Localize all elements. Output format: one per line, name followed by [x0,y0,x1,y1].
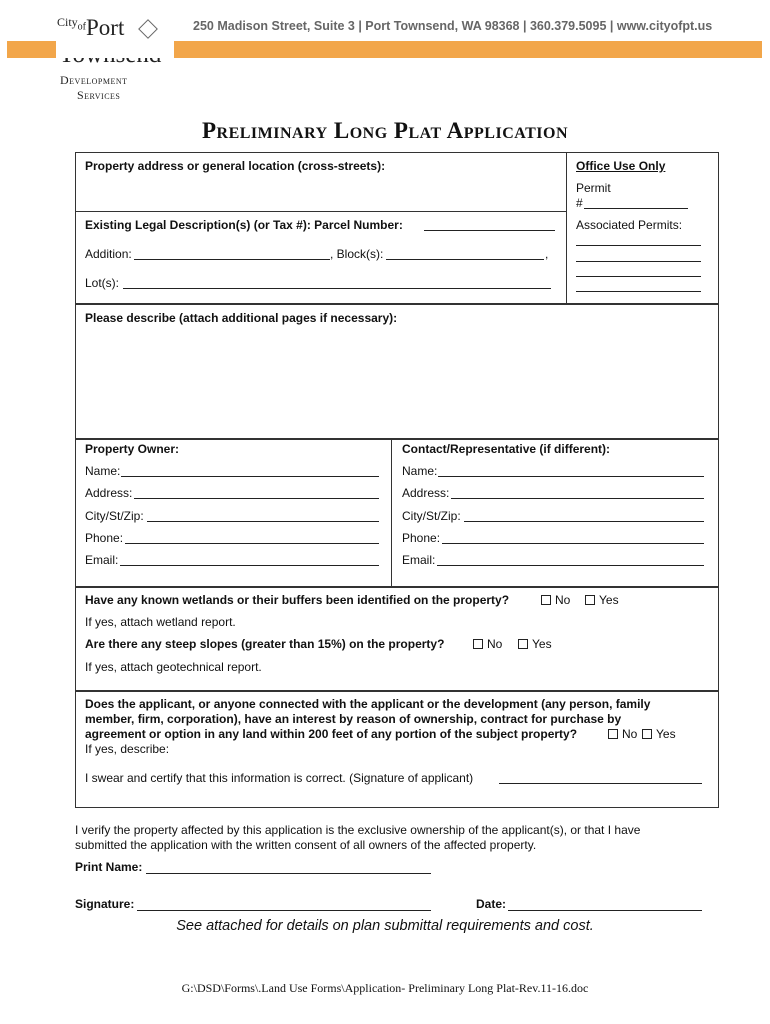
associated-permits-label: Associated Permits: [576,218,683,232]
applicant-signature-field[interactable] [499,783,702,784]
slopes-yes-option[interactable]: Yes [518,637,552,651]
header-accent-gap [56,41,174,58]
verify-text-line-2: submitted the application with the written consent of all owners of the affected property. [75,838,537,852]
associated-permit-field-1[interactable] [576,245,701,246]
checkbox-icon[interactable] [541,595,551,605]
logo-development-text: Development [60,73,128,87]
submittal-note: See attached for details on plan submittal requirements and cost. [176,918,594,934]
block-field[interactable] [386,259,544,260]
print-name-field[interactable] [146,873,431,874]
logo-services-text: Services [77,88,121,102]
contact-email-field[interactable] [437,565,704,566]
contact-email-label: Email: [402,553,436,567]
checkbox-icon[interactable] [608,729,618,739]
contact-name-field[interactable] [438,476,704,477]
header-address: 250 Madison Street, Suite 3 | Port Townsend, WA 98368 | 360.379.5095 | www.cityofpt.us [193,19,713,33]
logo-city-text: City$_{of}$ [57,15,87,33]
print-name-label: Print Name: [75,860,143,874]
property-address-label: Property address or general location (cross-streets): [85,159,386,173]
interest-question-line-1: Does the applicant, or anyone connected with the applicant or the development (any person, family [85,697,651,711]
permit-hash: # [576,196,583,210]
slopes-no-option[interactable]: No [473,637,502,651]
contact-phone-field[interactable] [442,543,704,544]
owner-address-label: Address: [85,486,133,500]
owner-email-field[interactable] [120,565,379,566]
contact-name-label: Name: [402,464,438,478]
associated-permit-field-4[interactable] [576,291,701,292]
lot-field[interactable] [123,288,551,289]
interest-question-line-2: member, firm, corporation), have an interest by reason of ownership, contract for purchase by [85,712,622,726]
signature-label: Signature: [75,897,135,911]
addition-field[interactable] [134,259,330,260]
block-label: , Block(s): [330,247,384,261]
owner-address-field[interactable] [134,498,379,499]
property-owner-heading: Property Owner: [85,442,180,456]
checkbox-icon[interactable] [473,639,483,649]
contact-city-field[interactable] [464,521,704,522]
owner-city-label: City/St/Zip: [85,509,144,523]
owner-city-field[interactable] [147,521,379,522]
interest-describe-label: If yes, describe: [85,742,170,756]
permit-number-field[interactable] [584,208,688,209]
verify-text-line-1: I verify the property affected by this application is the exclusive ownership of the applicant(s), or that I have [75,823,641,837]
property-divider [75,211,566,212]
office-divider [566,152,567,303]
slopes-question: Are there any steep slopes (greater than 15%) on the property? [85,637,445,651]
checkbox-icon[interactable] [518,639,528,649]
checkbox-icon[interactable] [642,729,652,739]
permit-label: Permit [576,181,611,195]
date-field[interactable] [508,910,702,911]
logo-diamond-icon [138,19,158,39]
describe-label: Please describe (attach additional pages if necessary): [85,311,398,325]
owner-phone-field[interactable] [125,543,379,544]
date-label: Date: [476,897,507,911]
form-title: Preliminary Long Plat Application [201,118,569,143]
wetlands-no-option[interactable]: No [541,593,570,607]
associated-permit-field-2[interactable] [576,261,701,262]
lot-label: Lot(s): [85,276,120,290]
associated-permit-field-3[interactable] [576,276,701,277]
block-suffix: , [545,247,549,261]
contact-heading: Contact/Representative (if different): [402,442,611,456]
swear-statement: I swear and certify that this information is correct. (Signature of applicant) [85,771,474,785]
addition-label: Addition: [85,247,132,261]
wetlands-note: If yes, attach wetland report. [85,615,236,629]
owner-email-label: Email: [85,553,119,567]
signature-field[interactable] [137,910,431,911]
contact-address-field[interactable] [451,498,704,499]
interest-yes-option[interactable]: Yes [642,727,676,741]
interest-question-line-3: agreement or option in any land within 200 feet of any portion of the subject property? [85,727,578,741]
interest-no-option[interactable]: No [608,727,637,741]
legal-description-label: Existing Legal Description(s) (or Tax #): Parcel Number: [85,218,403,232]
slopes-note: If yes, attach geotechnical report. [85,660,262,674]
logo-port-text: Port [86,15,125,40]
owner-name-field[interactable] [121,476,379,477]
owner-phone-label: Phone: [85,531,124,545]
owner-name-label: Name: [85,464,121,478]
contact-address-label: Address: [402,486,450,500]
wetlands-yes-option[interactable]: Yes [585,593,619,607]
wetlands-question: Have any known wetlands or their buffers been identified on the property? [85,593,510,607]
document-file-path: G:\DSD\Forms\.Land Use Forms\Application- Preliminary Long Plat-Rev.11-16.doc [181,981,589,995]
contact-phone-label: Phone: [402,531,441,545]
office-use-heading: Office Use Only [576,159,666,173]
contact-city-label: City/St/Zip: [402,509,461,523]
parcel-number-field[interactable] [424,230,555,231]
owner-contact-divider [391,438,392,586]
checkbox-icon[interactable] [585,595,595,605]
